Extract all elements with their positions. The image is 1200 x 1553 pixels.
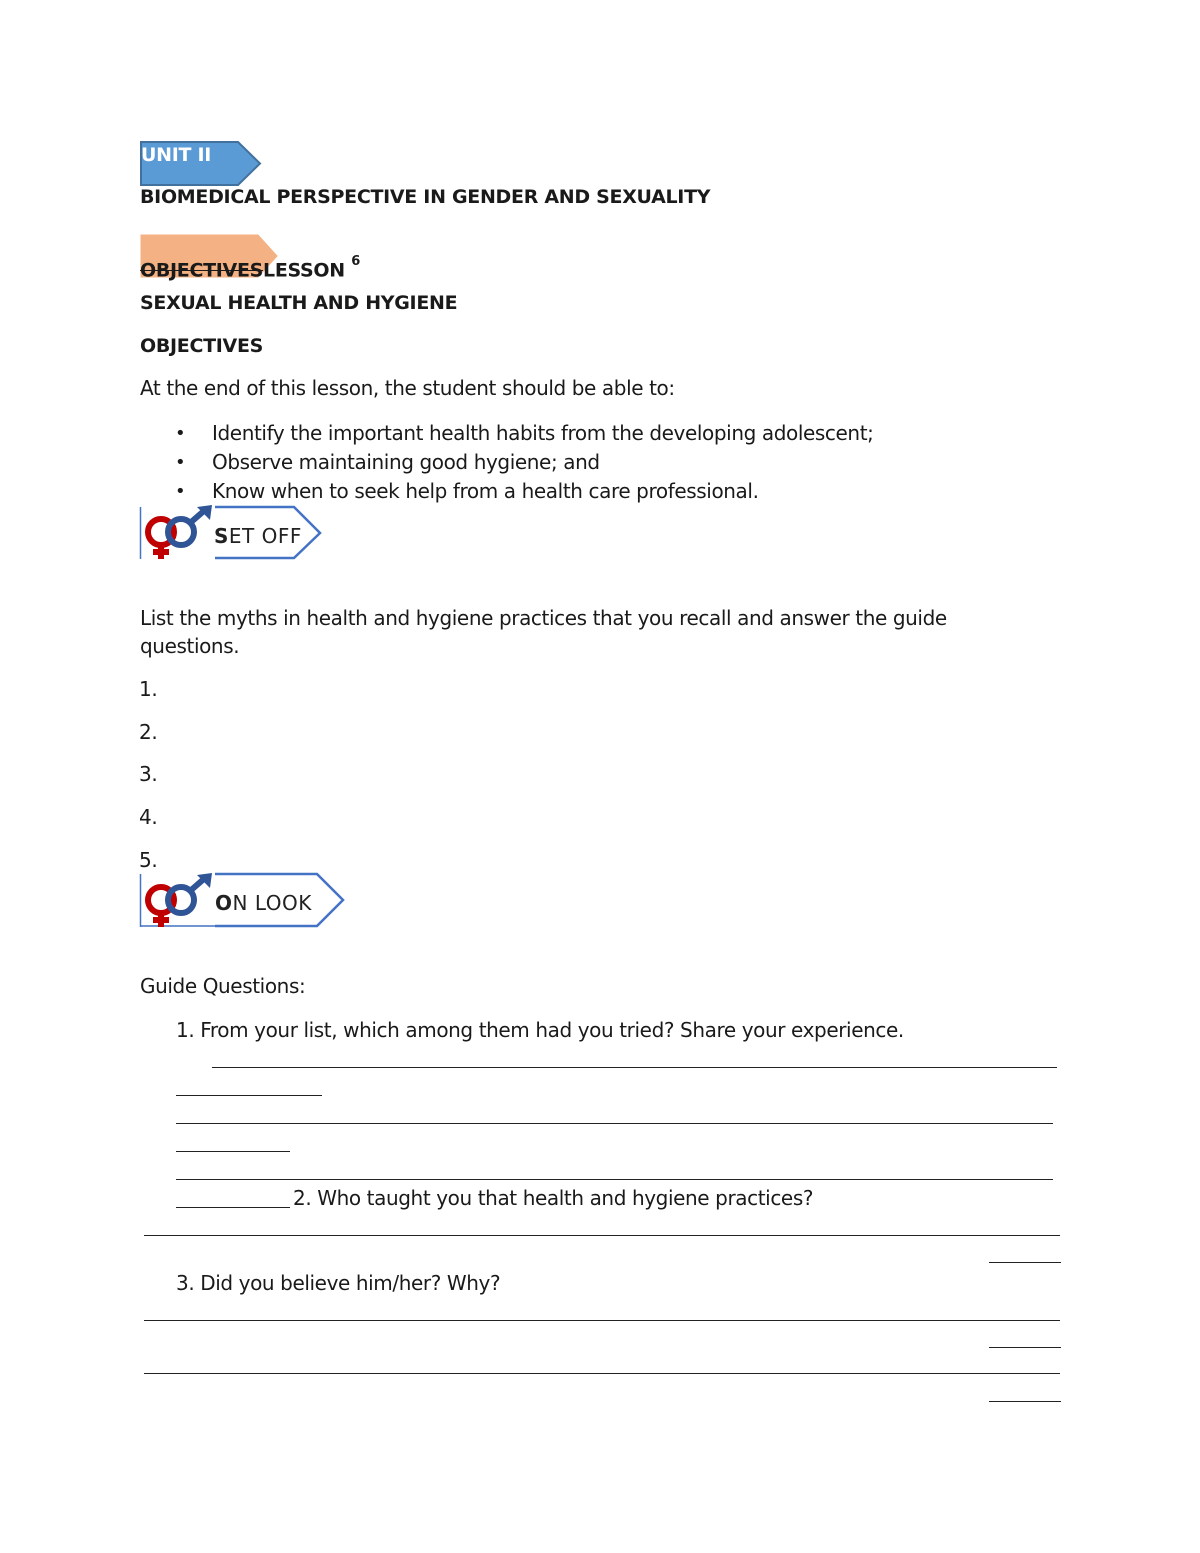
set-off-label xyxy=(214,524,302,548)
on-look-rest: N LOOK xyxy=(232,891,312,915)
myth-list-item: 5. xyxy=(139,848,158,872)
answer-line xyxy=(144,1373,1060,1374)
question-3: 3. Did you believe him/her? Why? xyxy=(176,1271,501,1295)
lesson-number: 6 xyxy=(351,254,360,269)
set-off-instruction-1: List the myths in health and hygiene practices that you recall and answer the guide xyxy=(140,606,947,630)
myth-list-item: 1. xyxy=(139,677,158,701)
objectives-banner-label: OBJECTIVES xyxy=(140,259,264,282)
answer-line xyxy=(176,1123,1053,1124)
question-1: 1. From your list, which among them had you tried? Share your experience. xyxy=(176,1018,904,1042)
myth-list-item: 3. xyxy=(139,762,158,786)
lesson-label: LESSON xyxy=(263,259,345,282)
myth-list-item: 4. xyxy=(139,805,158,829)
myth-list-item: 2. xyxy=(139,720,158,744)
objectives-intro: At the end of this lesson, the student should be able to: xyxy=(140,376,675,400)
bullet-icon: • xyxy=(175,452,186,473)
objective-item: Identify the important health habits from the developing adolescent; xyxy=(212,421,874,445)
set-off-first-letter: S xyxy=(214,524,229,548)
answer-line xyxy=(212,1067,1057,1068)
guide-questions-heading: Guide Questions: xyxy=(140,974,306,998)
answer-line xyxy=(176,1207,290,1208)
answer-line xyxy=(176,1151,290,1152)
on-look-label xyxy=(215,891,312,915)
answer-line xyxy=(989,1401,1061,1402)
unit-label: UNIT II xyxy=(141,144,212,166)
set-off-rest: ET OFF xyxy=(228,524,302,548)
unit-title: BIOMEDICAL PERSPECTIVE IN GENDER AND SEXUALITY xyxy=(140,186,711,208)
answer-line xyxy=(144,1320,1060,1321)
question-2: 2. Who taught you that health and hygiene practices? xyxy=(293,1186,814,1210)
on-look-first-letter: O xyxy=(215,891,233,915)
answer-line xyxy=(989,1262,1061,1263)
objective-item: Know when to seek help from a health care professional. xyxy=(212,479,759,503)
objective-item: Observe maintaining good hygiene; and xyxy=(212,450,600,474)
gender-symbol-icon xyxy=(148,873,212,927)
bullet-icon: • xyxy=(175,423,186,444)
gender-symbol-icon xyxy=(148,505,212,559)
lesson-heading-line xyxy=(140,254,360,282)
objectives-heading: OBJECTIVES xyxy=(140,335,264,357)
lesson-title: SEXUAL HEALTH AND HYGIENE xyxy=(140,292,458,314)
answer-line xyxy=(176,1179,1053,1180)
answer-line xyxy=(989,1347,1061,1348)
bullet-icon: • xyxy=(175,481,186,502)
set-off-instruction-2: questions. xyxy=(140,634,240,658)
answer-line xyxy=(176,1095,322,1096)
answer-line xyxy=(144,1235,1060,1236)
